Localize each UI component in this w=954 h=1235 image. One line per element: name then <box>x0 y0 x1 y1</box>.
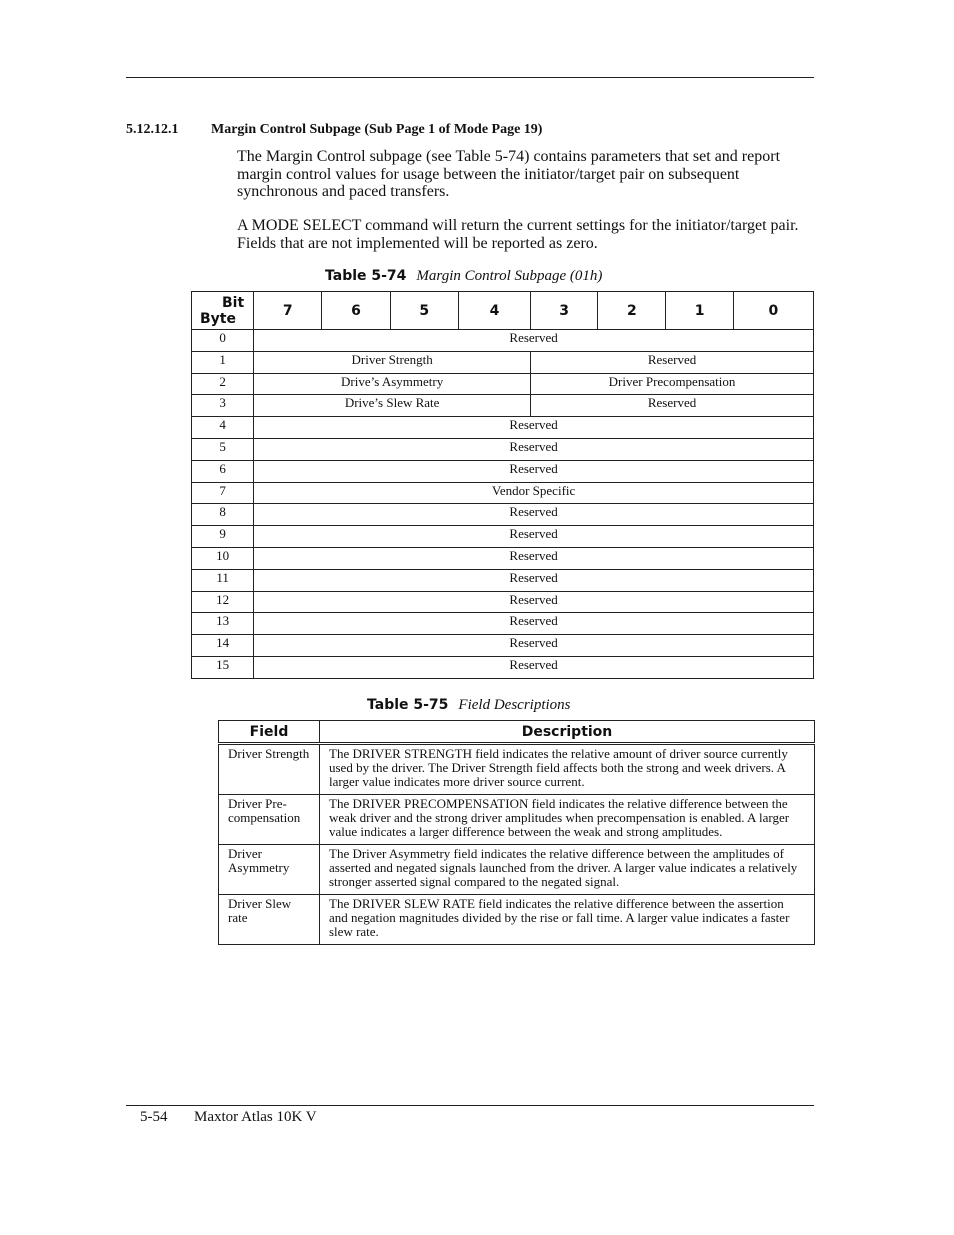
byte-number: 5 <box>192 438 254 460</box>
field-description: The DRIVER PRECOMPENSATION field indicates the relative difference between the weak driver and the strong driver amplitudes when precompensation is enabled. A larger value indicates a larger difference between the weak and strong amplitudes. <box>320 795 815 845</box>
field-cell: Driver Strength <box>254 351 531 373</box>
byte-number: 4 <box>192 417 254 439</box>
field-description: The DRIVER STRENGTH field indicates the relative amount of driver source currently used by the driver. The Driver Strength field affects both the strong and week drivers. A larger value indicates more driver source current. <box>320 744 815 795</box>
page-number: 5-54 <box>140 1109 168 1125</box>
byte-number: 3 <box>192 395 254 417</box>
field-name: Driver Asymmetry <box>219 845 320 895</box>
byte-number: 1 <box>192 351 254 373</box>
byte-number: 6 <box>192 460 254 482</box>
field-cell: Reserved <box>531 395 814 417</box>
table-row <box>192 330 814 352</box>
paragraph-intro: The Margin Control subpage (see Table 5-74) contains parameters that set and report margin control values for usage between the initiator/target pair on subsequent synchronous and paced transfers. <box>237 148 781 200</box>
field-cell: Reserved <box>254 460 814 482</box>
table-row <box>192 635 814 657</box>
table-row <box>192 395 814 417</box>
bit-header-6: 6 <box>322 292 390 330</box>
paragraph-mode-select: A MODE SELECT command will return the current settings for the initiator/target pair. Fields that are not implemented will be reported as zero. <box>237 217 799 252</box>
table-row <box>219 845 815 895</box>
byte-number: 15 <box>192 656 254 678</box>
byte-number: 12 <box>192 591 254 613</box>
field-name: Driver Strength <box>219 744 320 795</box>
table-row <box>192 438 814 460</box>
field-cell: Reserved <box>254 504 814 526</box>
field-name: Driver Pre-compensation <box>219 795 320 845</box>
table-row <box>192 656 814 678</box>
product-name: Maxtor Atlas 10K V <box>194 1109 317 1125</box>
bit-header-4: 4 <box>458 292 530 330</box>
field-cell: Reserved <box>254 613 814 635</box>
bit-header-2: 2 <box>598 292 666 330</box>
field-cell: Driver Precompensation <box>531 373 814 395</box>
byte-number: 13 <box>192 613 254 635</box>
table75-label: Table 5-75 <box>367 697 449 713</box>
bit-byte-header <box>192 292 254 330</box>
table-row <box>192 351 814 373</box>
byte-number: 10 <box>192 547 254 569</box>
field-descriptions-table <box>218 720 815 945</box>
byte-number: 0 <box>192 330 254 352</box>
field-cell: Reserved <box>254 591 814 613</box>
field-name: Driver Slew rate <box>219 895 320 945</box>
footer-rule <box>126 1105 814 1106</box>
bit-header: Bit <box>222 294 245 311</box>
field-cell: Vendor Specific <box>254 482 814 504</box>
field-cell: Reserved <box>254 330 814 352</box>
table-row <box>219 895 815 945</box>
table74-title: Margin Control Subpage (01h) <box>416 268 603 284</box>
field-cell: Drive’s Slew Rate <box>254 395 531 417</box>
table-row <box>219 744 815 795</box>
byte-number: 11 <box>192 569 254 591</box>
table74-caption <box>325 268 602 285</box>
field-cell: Reserved <box>254 438 814 460</box>
table-row <box>192 373 814 395</box>
table-row <box>192 526 814 548</box>
table-row <box>219 795 815 845</box>
byte-number: 14 <box>192 635 254 657</box>
field-cell: Reserved <box>254 526 814 548</box>
table-row <box>192 504 814 526</box>
table-row <box>192 613 814 635</box>
table-row <box>192 417 814 439</box>
description-column-header: Description <box>320 721 815 744</box>
field-cell: Reserved <box>254 417 814 439</box>
field-cell: Drive’s Asymmetry <box>254 373 531 395</box>
byte-number: 9 <box>192 526 254 548</box>
section-number: 5.12.12.1 <box>126 122 179 137</box>
table74-label: Table 5-74 <box>325 268 407 284</box>
field-cell: Reserved <box>531 351 814 373</box>
table-row <box>192 591 814 613</box>
table-row <box>192 547 814 569</box>
section-heading <box>126 122 542 138</box>
bit-header-7: 7 <box>254 292 322 330</box>
byte-number: 2 <box>192 373 254 395</box>
byte-number: 7 <box>192 482 254 504</box>
margin-control-table <box>191 291 814 679</box>
bit-header-5: 5 <box>390 292 458 330</box>
table75-caption <box>367 697 571 714</box>
field-cell: Reserved <box>254 547 814 569</box>
byte-number: 8 <box>192 504 254 526</box>
bit-header-3: 3 <box>531 292 598 330</box>
byte-header: Byte <box>200 310 236 327</box>
field-cell: Reserved <box>254 635 814 657</box>
table74-header-row <box>192 292 814 330</box>
field-description: The DRIVER SLEW RATE field indicates the relative difference between the assertion and negation magnitudes divided by the rise or fall time. A larger value indicates a faster slew rate. <box>320 895 815 945</box>
table-row <box>192 482 814 504</box>
table75-header-row <box>219 721 815 744</box>
page-footer <box>140 1109 317 1126</box>
field-cell: Reserved <box>254 569 814 591</box>
field-description: The Driver Asymmetry field indicates the relative difference between the amplitudes of asserted and negated signals launched from the driver. A larger value indicates a relatively stronger asserted signal compared to the negated signal. <box>320 845 815 895</box>
table75-title: Field Descriptions <box>458 697 571 713</box>
section-title: Margin Control Subpage (Sub Page 1 of Mode Page 19) <box>211 122 543 137</box>
field-cell: Reserved <box>254 656 814 678</box>
header-rule <box>126 77 814 78</box>
bit-header-0: 0 <box>733 292 813 330</box>
table-row <box>192 460 814 482</box>
bit-header-1: 1 <box>666 292 733 330</box>
table-row <box>192 569 814 591</box>
field-column-header: Field <box>219 721 320 744</box>
